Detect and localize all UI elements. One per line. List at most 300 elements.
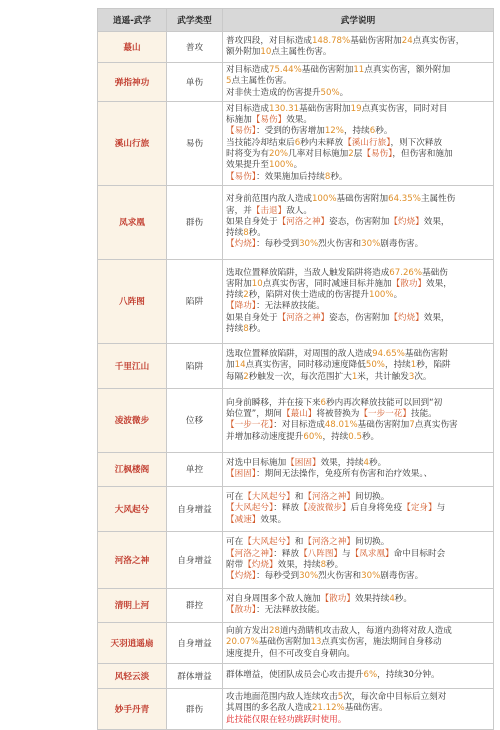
effect-keyword: 【灼烧】: [226, 239, 257, 250]
skill-name: 蕞山: [98, 32, 167, 63]
description-text: 如果自身处于: [226, 312, 278, 323]
value-highlight: 12%: [324, 126, 344, 137]
value-highlight: 64.35%: [388, 194, 421, 205]
description-text: 秒。: [375, 126, 393, 137]
description-text: ，持续30分钟。: [377, 670, 440, 681]
effect-keyword: 【八阵图】: [299, 548, 343, 559]
value-highlight: 50%: [320, 87, 340, 98]
description-text: 秒。: [330, 171, 348, 182]
skill-description: [223, 343, 494, 388]
description-text: 害，并: [226, 205, 252, 216]
description-text: 对身前范围内敌人造成: [226, 194, 312, 205]
table-row: [98, 388, 494, 452]
description-line: [226, 228, 490, 239]
value-highlight: 30%: [361, 239, 381, 250]
description-line: [226, 409, 490, 420]
skill-name: 妙手丹青: [98, 688, 167, 729]
description-line: [226, 692, 490, 703]
description-text: 基础伤害附加: [357, 420, 410, 431]
value-highlight: 1: [351, 371, 358, 382]
description-text: 基础伤害附加: [350, 35, 402, 46]
description-text: 对自身周围多个敌人施加: [226, 594, 321, 605]
description-text: 持续: [226, 324, 244, 335]
description-line: [226, 301, 490, 312]
value-highlight: 50%: [365, 360, 385, 371]
description-text: 烈火伤害和: [318, 571, 362, 582]
description-line: [226, 217, 490, 228]
skill-type: 群伤: [167, 185, 223, 259]
description-text: ：释放: [273, 548, 300, 559]
description-line: [226, 324, 490, 335]
description-text: 主属性伤: [420, 194, 456, 205]
description-line: [226, 194, 490, 205]
description-line: [226, 372, 490, 383]
value-highlight: 2: [348, 149, 354, 160]
effect-keyword: 【蕞山】: [282, 409, 317, 420]
description-text: 秒。: [394, 594, 412, 605]
description-line: [226, 360, 490, 371]
skill-type: 自身增益: [167, 531, 223, 588]
description-text: 附带: [226, 559, 244, 570]
header-skill-name: 逍遥-武学: [98, 9, 167, 32]
table-row: [98, 343, 494, 388]
description-text: 和: [294, 537, 304, 548]
description-line: [226, 138, 490, 149]
description-text: 基础伤害附: [404, 349, 448, 360]
skill-type: 普攻: [167, 32, 223, 63]
description-line: [226, 104, 490, 115]
description-line: [226, 76, 490, 87]
effect-keyword: 【易伤】: [226, 171, 257, 182]
description-text: 效果，持续: [277, 559, 321, 570]
description-text: 点真实伤害: [414, 420, 458, 431]
effect-keyword: 【大风起兮】: [243, 537, 295, 548]
value-highlight: 1: [410, 360, 417, 371]
description-line: [226, 626, 490, 637]
description-line: [226, 503, 490, 514]
description-text: 向身前瞬移，并在接下来: [226, 397, 321, 408]
value-highlight: 8: [320, 559, 327, 570]
value-highlight: 19: [350, 103, 362, 114]
value-highlight: 20.07%: [226, 637, 259, 648]
effect-keyword: 【击退】: [251, 205, 287, 216]
description-line: [226, 88, 490, 99]
description-text: 间切换。: [354, 492, 390, 503]
description-line: [226, 349, 490, 360]
table-row: [98, 486, 494, 531]
description-text: 持续: [226, 290, 244, 301]
description-text: 攻击地面范围内敌人连续攻击: [226, 692, 338, 703]
description-text: 后自身将免疫: [350, 503, 403, 514]
value-highlight: 48.01%: [324, 420, 358, 431]
effect-keyword: 【溪山行旅】: [343, 137, 391, 148]
description-text: 效果持续: [354, 594, 390, 605]
description-text: 秒。: [361, 431, 380, 442]
description-line: [226, 206, 490, 217]
value-highlight: 4: [389, 594, 395, 605]
description-text: 如果自身处于: [226, 216, 278, 227]
value-highlight: 3: [408, 371, 415, 382]
skill-table: [97, 8, 494, 730]
description-text: 命中目标时会: [393, 548, 446, 559]
description-line: [226, 160, 490, 171]
description-text: 秒。: [369, 458, 387, 469]
description-text: 基础伤害附加: [299, 103, 351, 114]
description-line: [226, 279, 490, 290]
value-highlight: 28: [268, 626, 280, 637]
value-highlight: 4: [363, 458, 370, 469]
effect-keyword: 【减速】: [226, 514, 261, 525]
value-highlight: 148.78%: [311, 35, 351, 46]
value-highlight: 100%: [268, 160, 294, 171]
description-line: [226, 469, 490, 480]
description-text: 与: [436, 503, 446, 514]
description-text: 点真实伤害，额外附加: [364, 65, 451, 75]
skill-type: 单伤: [167, 63, 223, 102]
description-text: 可在: [226, 537, 244, 548]
description-text: 几率对目标施加: [288, 149, 349, 160]
description-text: 和: [294, 492, 304, 503]
skill-name: 弹指神功: [98, 63, 167, 102]
effect-keyword: 【困固】: [286, 458, 321, 469]
description-text: 层: [353, 149, 363, 160]
effect-keyword: 【灼烧】: [226, 571, 257, 582]
description-text: 点真实伤害，同时移动速度降低: [245, 360, 366, 371]
table-row: [98, 185, 494, 259]
description-text: 点真实伤害，同时减速目标并施加: [262, 278, 392, 289]
description-text: ，但伤害和施加: [392, 149, 453, 160]
skill-type: 自身增益: [167, 486, 223, 531]
skill-type: 群控: [167, 588, 223, 622]
effect-keyword: 【一步一花】: [226, 420, 274, 431]
skill-description: [223, 63, 494, 102]
value-highlight: 0.5: [348, 431, 362, 442]
table-row: [98, 32, 494, 63]
description-text: 可在: [226, 492, 244, 503]
table-row: [98, 663, 494, 688]
description-text: 对目标造成: [226, 103, 269, 114]
effect-keyword: 【灼烧】: [389, 216, 424, 227]
description-text: 每隔: [226, 371, 244, 382]
description-text: ，持续: [384, 360, 411, 371]
description-text: 基础伤害。: [344, 703, 388, 714]
table-row: [98, 622, 494, 663]
skill-name: 河洛之神: [98, 531, 167, 588]
skill-description: [223, 185, 494, 259]
description-text: ，持续: [322, 431, 349, 442]
description-text: 。: [339, 87, 349, 98]
description-text: 基础伤害附加: [336, 194, 389, 205]
value-highlight: 75.44%: [268, 65, 302, 75]
effect-keyword: 【散功】: [320, 594, 355, 605]
value-highlight: 100%: [369, 290, 394, 301]
description-text: ，持续: [343, 126, 370, 137]
description-text: 速度提升，但不可改变自身朝向。: [226, 648, 355, 659]
description-line: [226, 398, 490, 409]
description-text: 剧毒伤害。: [380, 571, 424, 582]
description-text: 向前方发出: [226, 626, 269, 637]
table-row: [98, 259, 494, 343]
description-text: 敌人。: [286, 205, 312, 216]
effect-keyword: 【河洛之神】: [277, 216, 330, 227]
skill-table-container: [97, 8, 493, 725]
skill-description: [223, 688, 494, 729]
description-text: ：效果施加后持续: [256, 171, 325, 182]
skill-name: 风轻云淡: [98, 663, 167, 688]
description-text: ：对目标造成: [273, 420, 325, 431]
skill-name: 千里江山: [98, 343, 167, 388]
value-highlight: 24: [401, 35, 413, 46]
description-text: 秒内未释放: [300, 137, 344, 148]
skill-name: 江枫楼阁: [98, 452, 167, 486]
description-text: 对非侠士造成的伤害提升: [226, 87, 321, 98]
skill-name: 凤求凰: [98, 185, 167, 259]
description-text: ：无法释放技能。: [256, 301, 325, 312]
skill-description: [223, 101, 494, 185]
table-row: [98, 531, 494, 588]
description-text: 群体增益，使团队成员会心攻击提升: [226, 670, 364, 681]
effect-keyword: 【大风起兮】: [243, 492, 295, 503]
description-text: 米，共计触发: [357, 371, 409, 382]
value-highlight: 20%: [268, 149, 289, 160]
value-highlight: 11: [353, 65, 365, 75]
effect-keyword: 【凤求凰】: [350, 548, 394, 559]
skill-description: [223, 388, 494, 452]
usage-warning: 此技能仅限在轻功跳跃时使用。: [226, 714, 347, 725]
effect-keyword: 【河洛之神】: [303, 537, 355, 548]
description-text: 基础伤害附加: [258, 637, 311, 648]
description-text: 时将变为有: [226, 149, 269, 160]
skill-description: [223, 588, 494, 622]
description-text: 效果，持续: [320, 458, 364, 469]
description-text: 与: [342, 548, 351, 559]
description-line: [226, 549, 490, 560]
description-line: [226, 172, 490, 183]
description-text: 基础伤: [422, 267, 448, 278]
skill-name: 大风起兮: [98, 486, 167, 531]
description-text: 其周围的多名敌人造成: [226, 703, 312, 714]
effect-keyword: 【河洛之神】: [277, 312, 330, 323]
description-line: [226, 313, 490, 324]
description-text: 技能。: [410, 409, 437, 420]
effect-keyword: 【灼烧】: [243, 559, 278, 570]
description-text: 持续: [226, 228, 244, 239]
effect-keyword: 【大风起兮】: [226, 503, 274, 514]
description-text: 间切换。: [354, 537, 390, 548]
description-text: 秒。: [326, 559, 344, 570]
value-highlight: 94.65%: [372, 349, 405, 360]
description-line: [226, 594, 490, 605]
description-line: [226, 432, 490, 443]
description-line: [226, 149, 490, 160]
value-highlight: 10: [260, 47, 272, 57]
skill-type: 陷阱: [167, 259, 223, 343]
description-text: ：每秒受到: [256, 571, 300, 582]
effect-keyword: 【易伤】: [251, 115, 287, 126]
description-text: 效果。: [286, 115, 312, 126]
description-line: [226, 126, 490, 137]
description-text: 次。: [414, 371, 432, 382]
description-line: [226, 670, 490, 681]
description-text: 秒，陷阱: [416, 360, 451, 371]
description-text: 当技能冷却结束后: [226, 137, 295, 148]
description-line: [226, 290, 490, 301]
skill-description: [223, 622, 494, 663]
skill-type: 单控: [167, 452, 223, 486]
description-line: [226, 458, 490, 469]
value-highlight: 7: [409, 420, 415, 431]
description-text: ，则下次释放: [390, 137, 443, 148]
value-highlight: 100%: [311, 194, 337, 205]
header-skill-desc: 武学说明: [223, 9, 494, 32]
description-line: [226, 492, 490, 503]
description-line: [226, 537, 490, 548]
description-text: 始位置”，期间: [226, 409, 283, 420]
skill-type: 易伤: [167, 101, 223, 185]
value-highlight: 2: [243, 290, 249, 301]
value-highlight: 8: [243, 324, 249, 335]
description-line: [226, 115, 490, 126]
table-row: [98, 588, 494, 622]
description-text: 剧毒伤害。: [380, 239, 424, 250]
effect-keyword: 【易伤】: [362, 149, 393, 160]
value-highlight: 5: [226, 76, 232, 87]
description-text: 将被替换为: [316, 409, 360, 420]
skill-name: 八阵图: [98, 259, 167, 343]
value-highlight: 8: [243, 228, 249, 239]
description-text: 。: [293, 160, 303, 171]
description-line: [226, 36, 490, 47]
value-highlight: 6: [294, 137, 301, 148]
description-text: 秒触发一次，每次范围扩大: [248, 371, 352, 382]
value-highlight: 60%: [303, 431, 323, 442]
effect-keyword: 【河洛之神】: [226, 548, 274, 559]
description-text: 效果，: [426, 278, 452, 289]
value-highlight: 30%: [361, 571, 381, 582]
description-text: 秒。: [248, 228, 266, 239]
description-text: 烈火伤害和: [318, 239, 362, 250]
skill-name: 凌波微步: [98, 388, 167, 452]
description-text: 效果。: [260, 514, 287, 525]
description-text: ：每秒受到: [256, 239, 300, 250]
effect-keyword: 【灼烧】: [389, 312, 424, 323]
description-text: 加: [226, 360, 235, 371]
description-text: 普攻四段，对目标造成: [226, 35, 312, 46]
table-header-row: [98, 9, 494, 32]
value-highlight: 30%: [299, 239, 319, 250]
skill-description: [223, 663, 494, 688]
description-line: [226, 703, 490, 714]
value-highlight: 6: [320, 397, 327, 408]
value-highlight: 13: [310, 637, 322, 648]
skill-description: [223, 531, 494, 588]
skill-type: 陷阱: [167, 343, 223, 388]
description-line: [226, 268, 490, 279]
skill-description: [223, 486, 494, 531]
skill-name: 溪山行旅: [98, 101, 167, 185]
description-line: [226, 420, 490, 431]
description-text: 秒内再次释放技能可以回到“初: [326, 397, 443, 408]
description-text: 点真实伤害，: [412, 35, 465, 46]
description-text: 对选中目标施加: [226, 458, 287, 469]
value-highlight: 8: [324, 171, 331, 182]
value-highlight: 130.31: [268, 103, 300, 114]
effect-keyword: 【散功】: [226, 605, 257, 616]
description-text: 效果，: [423, 312, 450, 323]
description-line: [226, 239, 490, 250]
description-text: 对目标造成: [226, 65, 269, 75]
skill-type: 位移: [167, 388, 223, 452]
description-text: 点真实伤害，同时对目: [361, 103, 448, 114]
description-text: 道内劲睛机攻击敌人，每道内劲将对敌人造成: [279, 626, 452, 637]
description-text: 次，每次命中目标后立刻对: [343, 692, 447, 703]
description-line: [226, 560, 490, 571]
skill-type: 自身增益: [167, 622, 223, 663]
value-highlight: 14: [234, 360, 246, 371]
description-text: 点主属性伤害。: [231, 76, 292, 87]
description-text: 效果，: [423, 216, 450, 227]
skill-description: [223, 259, 494, 343]
table-row: [98, 63, 494, 102]
table-row: [98, 688, 494, 729]
effect-keyword: 【降功】: [226, 301, 257, 312]
description-line: [226, 571, 490, 582]
skill-name: 清明上河: [98, 588, 167, 622]
value-highlight: 5: [337, 692, 344, 703]
description-text: 秒，陷阱对侠士造成的伤害提升: [248, 290, 369, 301]
description-text: 选取位置释放陷阱，对周围的敌人造成: [226, 349, 373, 360]
description-line: [226, 605, 490, 616]
value-highlight: 21.12%: [311, 703, 345, 714]
description-text: 选取位置释放陷阱，当敌人触发陷阱将造成: [226, 267, 390, 278]
description-text: ：期间无法操作，免疫所有伤害和治疗效果。、: [256, 469, 433, 480]
effect-keyword: 【易伤】: [226, 126, 257, 137]
skill-description: [223, 452, 494, 486]
description-text: 点真实伤害，施法期间自身移动: [321, 637, 442, 648]
value-highlight: 6: [369, 126, 376, 137]
effect-keyword: 【一步一花】: [359, 409, 411, 420]
table-row: [98, 101, 494, 185]
table-row: [98, 452, 494, 486]
skill-type: 群伤: [167, 688, 223, 729]
description-text: 。: [393, 290, 403, 301]
description-line: [226, 637, 490, 648]
value-highlight: 30%: [299, 571, 319, 582]
description-line: [226, 515, 490, 526]
description-line: [226, 47, 490, 58]
description-text: 害附加: [226, 278, 252, 289]
description-text: 姿态，伤害附加: [329, 216, 390, 227]
description-line: [226, 715, 490, 726]
description-text: 姿态，伤害附加: [329, 312, 390, 323]
effect-keyword: 【定身】: [402, 503, 437, 514]
effect-keyword: 【凌波微步】: [299, 503, 351, 514]
skill-description: [223, 32, 494, 63]
description-text: 额外附加: [226, 47, 261, 57]
description-text: 效果提升至: [226, 160, 269, 171]
value-highlight: 6%: [363, 670, 378, 681]
description-text: ：无法释放技能。: [256, 605, 325, 616]
effect-keyword: 【困固】: [226, 469, 257, 480]
value-highlight: 10: [251, 278, 263, 289]
value-highlight: 2: [243, 371, 249, 382]
description-line: [226, 649, 490, 660]
header-skill-type: 武学类型: [167, 9, 223, 32]
description-text: 标施加: [226, 115, 252, 126]
description-line: [226, 65, 490, 76]
value-highlight: 67.26%: [389, 267, 423, 278]
description-text: 秒。: [248, 324, 266, 335]
